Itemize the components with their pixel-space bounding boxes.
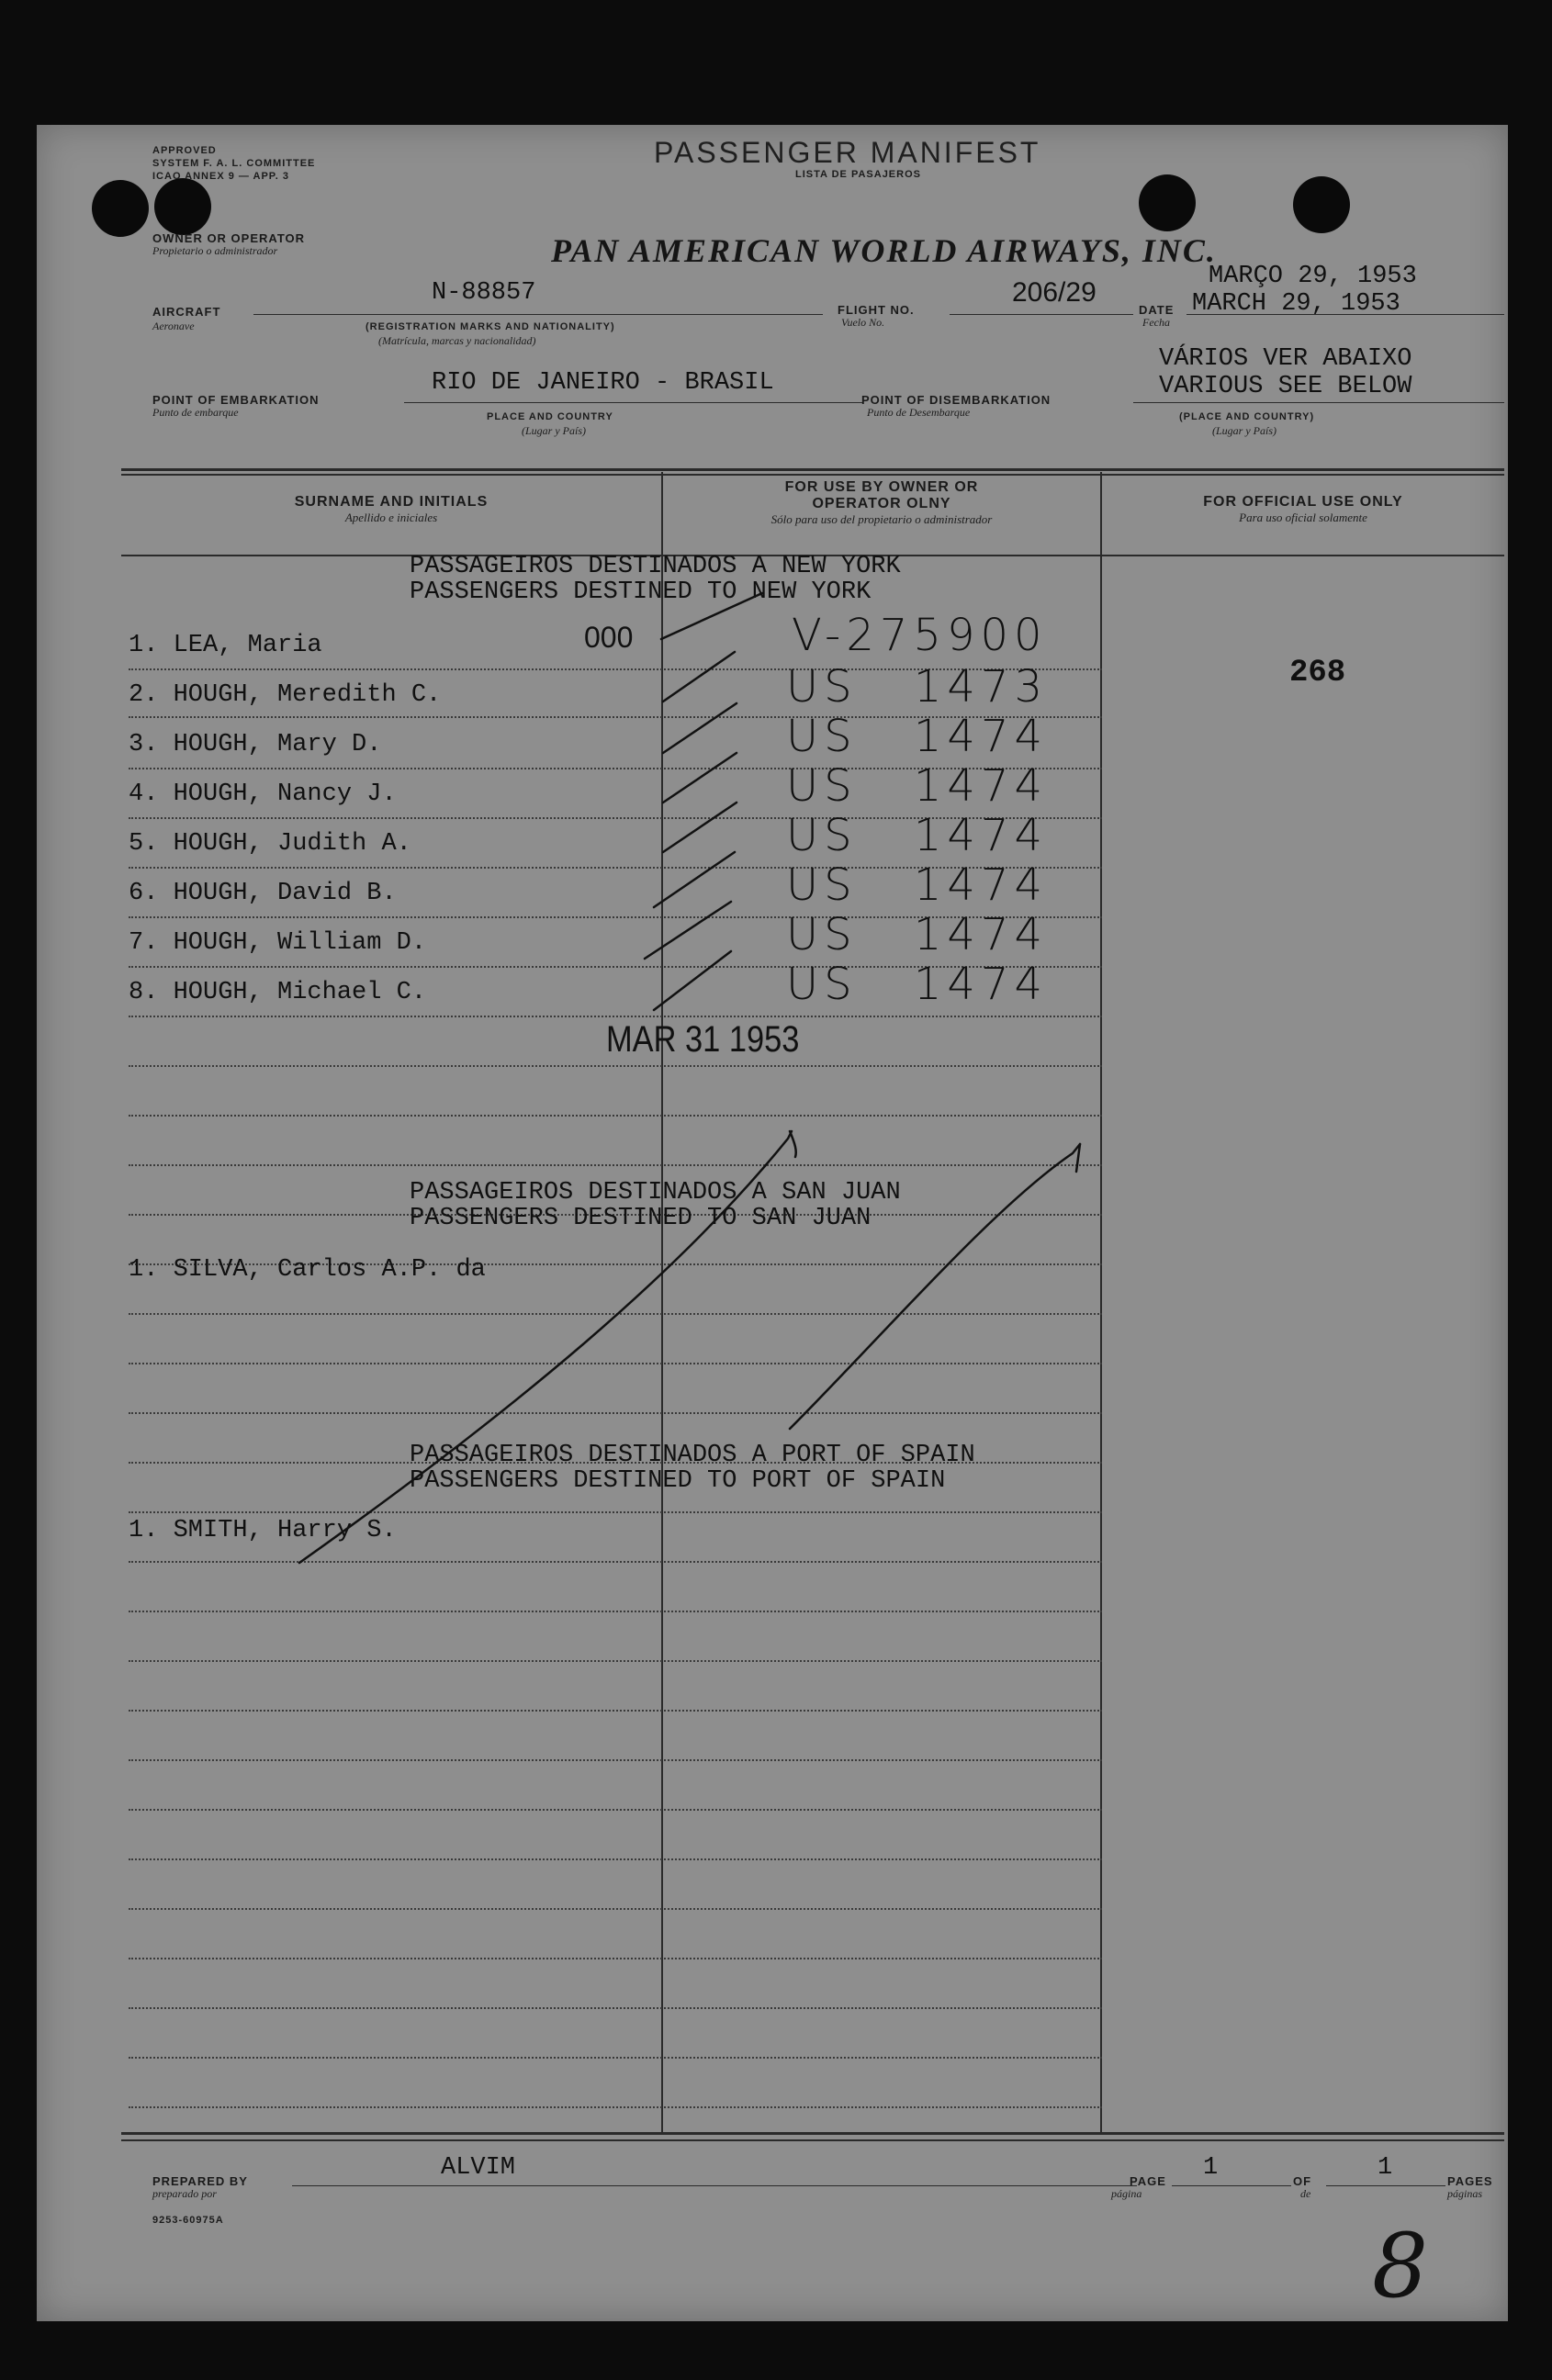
check-mark <box>663 803 737 852</box>
pages-line <box>1326 2185 1445 2186</box>
group-heading-en: PASSENGERS DESTINED TO PORT OF SPAIN <box>410 1467 946 1495</box>
passenger-name: 4. HOUGH, Nancy J. <box>129 780 397 808</box>
date-stamp: MAR 31 1953 <box>606 1019 800 1060</box>
manifest-sheet <box>37 125 1508 2321</box>
passenger-name: 8. HOUGH, Michael C. <box>129 979 427 1006</box>
approval-line-1: APPROVED <box>152 145 217 156</box>
prepared-label: PREPARED BY <box>152 2174 248 2188</box>
passenger-document: US 1474 <box>786 711 1049 762</box>
flight-label: FLIGHT NO. <box>838 303 915 317</box>
header-owner-use-label: FOR USE BY OWNER OR OPERATOR OLNY <box>784 479 979 511</box>
registration-note: (REGISTRATION MARKS AND NATIONALITY) <box>366 321 615 332</box>
aircraft-value: N-88857 <box>432 279 536 307</box>
embark-label-es: Punto de embarque <box>152 406 239 419</box>
date-en: MARCH 29, 1953 <box>1192 290 1400 318</box>
owner-label-es: Propietario o administrador <box>152 244 278 257</box>
place-note-es: (Lugar y País) <box>522 424 586 437</box>
passenger-document: US 1474 <box>786 810 1049 861</box>
form-title: PASSENGER MANIFEST <box>654 136 1041 169</box>
approval-line-3: ICAO ANNEX 9 — APP. 3 <box>152 171 289 182</box>
place-note-2-es: (Lugar y País) <box>1212 424 1276 437</box>
aircraft-label-es: Aeronave <box>152 320 195 332</box>
check-mark <box>654 852 735 907</box>
of-label: OF <box>1293 2174 1312 2188</box>
pen-marks <box>37 125 1508 2321</box>
disembark-label: POINT OF DISEMBARKATION <box>861 393 1052 407</box>
passenger-document: US 1473 <box>786 661 1049 713</box>
check-mark <box>654 951 731 1010</box>
page-line <box>1172 2185 1291 2186</box>
total-pages: 1 <box>1378 2154 1393 2182</box>
header-surname-label: SURNAME AND INITIALS <box>294 494 489 510</box>
page-label-es: página <box>1111 2187 1142 2200</box>
official-number: 268 <box>1289 656 1346 690</box>
owner-name: PAN AMERICAN WORLD AIRWAYS, INC. <box>551 232 1217 269</box>
registration-note-es: (Matrícula, marcas y nacionalidad) <box>378 334 536 347</box>
group-heading-pt: PASSAGEIROS DESTINADOS A SAN JUAN <box>410 1179 901 1207</box>
group-heading-en: PASSENGERS DESTINED TO SAN JUAN <box>410 1205 872 1232</box>
date-label: DATE <box>1139 303 1175 317</box>
prepared-label-es: preparado por <box>152 2187 217 2200</box>
disembark-label-es: Punto de Desembarque <box>867 406 971 419</box>
embark-value: RIO DE JANEIRO - BRASIL <box>432 369 774 397</box>
pages-label: PAGES <box>1447 2174 1493 2188</box>
passenger-name: 2. HOUGH, Meredith C. <box>129 681 442 709</box>
aircraft-label: AIRCRAFT <box>152 305 221 319</box>
passenger-document: US 1474 <box>786 760 1049 812</box>
check-mark <box>663 703 737 753</box>
passenger-name: 3. HOUGH, Mary D. <box>129 731 382 758</box>
date-pt: MARÇO 29, 1953 <box>1209 263 1417 290</box>
check-mark <box>663 753 737 803</box>
passenger-name: 5. HOUGH, Judith A. <box>129 830 411 858</box>
flight-value: 206/29 <box>1012 277 1097 308</box>
prepared-line <box>292 2185 1137 2186</box>
header-official-es: Para uso oficial solamente <box>1239 511 1367 524</box>
approval-line-2: SYSTEM F. A. L. COMMITTEE <box>152 158 316 169</box>
place-note: PLACE AND COUNTRY <box>487 411 613 422</box>
passenger-document: US 1474 <box>786 909 1049 960</box>
of-label-es: de <box>1300 2187 1311 2200</box>
group-heading-pt: PASSAGEIROS DESTINADOS A NEW YORK <box>410 553 901 580</box>
passenger-document: US 1474 <box>786 959 1049 1010</box>
flight-label-es: Vuelo No. <box>841 316 885 329</box>
date-label-es: Fecha <box>1142 316 1170 329</box>
header-surname-es: Apellido e iniciales <box>344 511 438 524</box>
passenger-name: 1. SMITH, Harry S. <box>129 1517 397 1544</box>
header-official-label: FOR OFFICIAL USE ONLY <box>1203 494 1403 510</box>
pages-label-es: páginas <box>1447 2187 1483 2200</box>
place-note-2: (PLACE AND COUNTRY) <box>1179 411 1315 422</box>
prepared-by: ALVIM <box>441 2154 516 2182</box>
check-mark <box>661 593 762 639</box>
form-title-es: LISTA DE PASAJEROS <box>795 169 921 180</box>
owner-label: OWNER OR OPERATOR <box>152 231 306 245</box>
group-heading-pt: PASSAGEIROS DESTINADOS A PORT OF SPAIN <box>410 1442 975 1469</box>
page-label: PAGE <box>1130 2174 1166 2188</box>
header-owner-use-es: Sólo para uso del propietario o administrador <box>770 512 993 526</box>
embark-label: POINT OF EMBARKATION <box>152 393 320 407</box>
passenger-name: 6. HOUGH, David B. <box>129 880 397 907</box>
page-number: 1 <box>1203 2154 1219 2182</box>
check-mark <box>663 652 735 702</box>
passenger-document: US 1474 <box>786 859 1049 911</box>
passenger-name: 1. SILVA, Carlos A.P. da <box>129 1256 486 1284</box>
disembark-pt: VÁRIOS VER ABAIXO <box>1159 345 1412 373</box>
passenger-name: 7. HOUGH, William D. <box>129 929 427 957</box>
passenger-name: 1. LEA, Maria <box>129 632 322 659</box>
form-number: 9253-60975A <box>152 2215 224 2226</box>
strike-line <box>790 1144 1080 1429</box>
group-heading-en: PASSENGERS DESTINED TO NEW YORK <box>410 578 872 606</box>
strike-line <box>299 1131 792 1563</box>
strike-line <box>790 1131 796 1157</box>
handwritten-page-number: 8 <box>1372 2215 1429 2318</box>
disembark-en: VARIOUS SEE BELOW <box>1159 373 1412 400</box>
passenger-document: V-275900 <box>792 610 1048 661</box>
ticket-prefix: 000 <box>584 621 634 654</box>
check-mark <box>645 902 731 959</box>
